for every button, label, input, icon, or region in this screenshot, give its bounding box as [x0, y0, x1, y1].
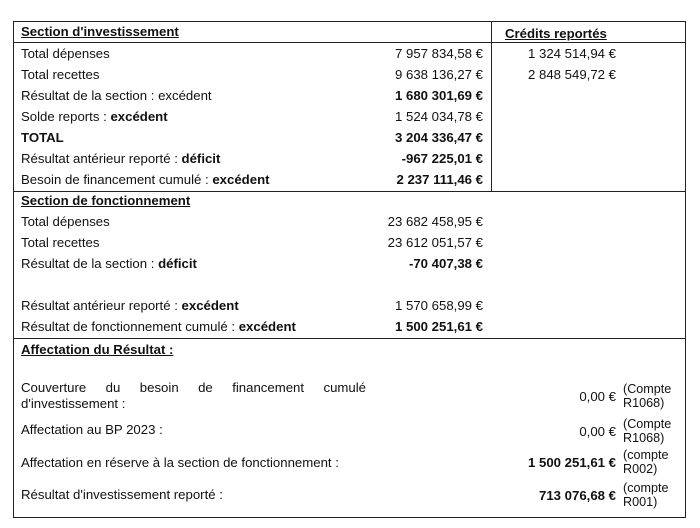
- aff-investissement-note-line2: R001): [623, 495, 658, 509]
- inv-resultat-anterieur-label-text: Résultat antérieur reporté :: [21, 151, 182, 166]
- aff-reserve-note-line2: R002): [623, 462, 658, 476]
- fonc-resultat-anterieur-label-status: excédent: [181, 298, 239, 313]
- inv-solde-reports-label-status: excédent: [110, 109, 168, 124]
- fonc-total-depenses-label: Total dépenses: [21, 214, 110, 229]
- fonc-total-depenses-value: 23 682 458,95 €: [387, 214, 483, 229]
- fonc-resultat-section-label-text: Résultat de la section :: [21, 256, 159, 271]
- aff-bp-note-line1: (Compte: [623, 417, 672, 431]
- aff-bp-label: Affectation au BP 2023 :: [21, 422, 163, 437]
- inv-total-depenses-credit: 1 324 514,94 €: [528, 46, 616, 61]
- column-divider-credits: [491, 21, 492, 191]
- aff-couverture-value: 0,00 €: [579, 389, 616, 404]
- section-divider-affectation: [13, 338, 686, 339]
- section-divider-fonctionnement: [13, 191, 686, 192]
- inv-total-depenses-label: Total dépenses: [21, 46, 110, 61]
- inv-resultat-anterieur-label: [21, 151, 220, 167]
- fonc-resultat-cumule-label: [21, 319, 296, 335]
- aff-bp-note-line2: R1068): [623, 431, 665, 445]
- fonc-resultat-cumule-value: 1 500 251,61 €: [395, 319, 483, 334]
- aff-reserve-label: Affectation en réserve à la section de fonctionnement :: [21, 455, 339, 470]
- fonc-resultat-anterieur-label-text: Résultat antérieur reporté :: [21, 298, 182, 313]
- section-title-affectation: Affectation du Résultat :: [21, 342, 174, 357]
- aff-couverture-label-line1: Couverture du besoin de financement cumulé: [21, 380, 366, 395]
- fonc-resultat-cumule-label-status: excédent: [238, 319, 296, 334]
- aff-couverture-label-line2: d'investissement :: [21, 396, 126, 411]
- fonc-total-recettes-label: Total recettes: [21, 235, 100, 250]
- inv-total-recettes-label: Total recettes: [21, 67, 100, 82]
- fonc-total-recettes-value: 23 612 051,57 €: [387, 235, 483, 250]
- inv-besoin-financement-value: 2 237 111,46 €: [396, 172, 483, 187]
- aff-couverture-note-line2: R1068): [623, 396, 665, 410]
- inv-besoin-financement-label-status: excédent: [212, 172, 270, 187]
- aff-couverture-note-line1: (Compte: [623, 382, 672, 396]
- fonc-resultat-anterieur-value: 1 570 658,99 €: [395, 298, 483, 313]
- credits-reportes-header: Crédits reportés: [505, 26, 607, 41]
- section-title-fonctionnement: Section de fonctionnement: [21, 193, 191, 208]
- inv-total-recettes-value: 9 638 136,27 €: [395, 67, 483, 82]
- inv-solde-reports-label: [21, 109, 168, 125]
- inv-besoin-financement-label: [21, 172, 270, 188]
- aff-investissement-value: 713 076,68 €: [538, 488, 616, 503]
- inv-total-label: TOTAL: [21, 130, 64, 145]
- inv-total-depenses-value: 7 957 834,58 €: [395, 46, 483, 61]
- inv-total-recettes-credit: 2 848 549,72 €: [528, 67, 616, 82]
- inv-solde-reports-label-text: Solde reports :: [21, 109, 111, 124]
- aff-bp-value: 0,00 €: [579, 424, 616, 439]
- inv-solde-reports-value: 1 524 034,78 €: [395, 109, 483, 124]
- inv-resultat-anterieur-label-status: déficit: [181, 151, 221, 166]
- inv-resultat-anterieur-value: -967 225,01 €: [401, 151, 483, 166]
- inv-resultat-section-value: 1 680 301,69 €: [395, 88, 483, 103]
- inv-resultat-section-label: Résultat de la section : excédent: [21, 88, 212, 103]
- fonc-resultat-cumule-label-text: Résultat de fonctionnement cumulé :: [21, 319, 239, 334]
- inv-besoin-financement-label-text: Besoin de financement cumulé :: [21, 172, 213, 187]
- fonc-resultat-section-label-status: déficit: [158, 256, 197, 271]
- aff-reserve-value: 1 500 251,61 €: [528, 455, 616, 470]
- fonc-resultat-section-value: -70 407,38 €: [408, 256, 483, 271]
- fonc-resultat-anterieur-label: [21, 298, 239, 314]
- fonc-resultat-section-label: [21, 256, 197, 272]
- inv-total-value: 3 204 336,47 €: [395, 130, 483, 145]
- aff-investissement-label: Résultat d'investissement reporté :: [21, 487, 223, 502]
- aff-reserve-note-line1: (compte: [623, 448, 669, 462]
- header-divider: [13, 42, 686, 43]
- aff-investissement-note-line1: (compte: [623, 481, 669, 495]
- section-title-investissement: Section d'investissement: [21, 24, 179, 39]
